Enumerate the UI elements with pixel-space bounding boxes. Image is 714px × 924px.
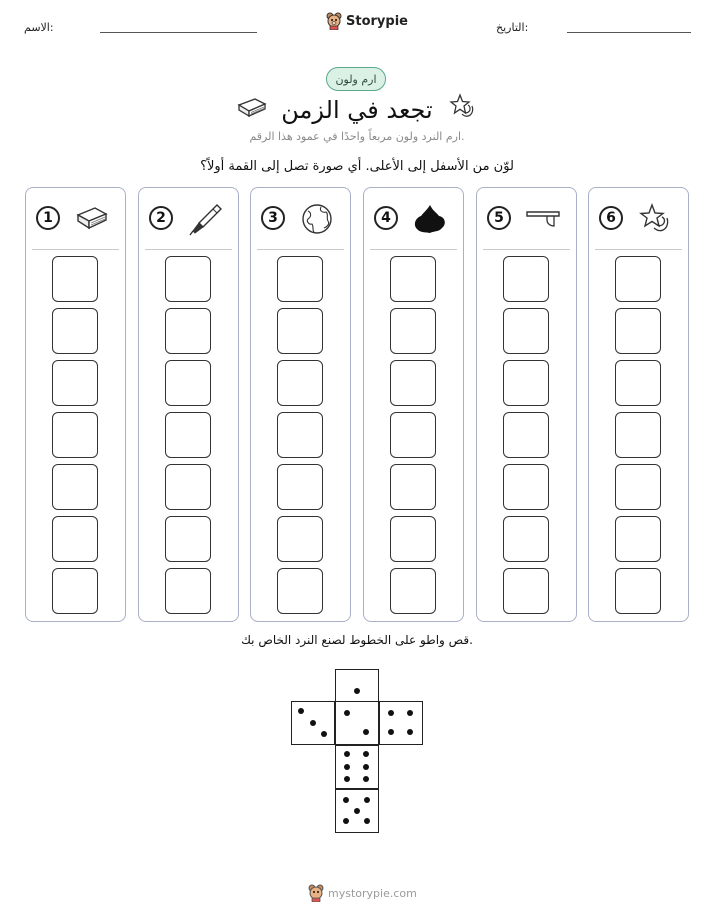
color-square[interactable]: [165, 516, 211, 562]
book-icon: [74, 202, 110, 236]
column-3: [250, 187, 351, 622]
column-divider: [483, 249, 570, 250]
color-square[interactable]: [165, 412, 211, 458]
date-line[interactable]: [567, 32, 691, 33]
dice-pip: [354, 688, 360, 694]
dice-pip: [298, 708, 304, 714]
dice-pip: [363, 751, 369, 757]
color-square[interactable]: [615, 360, 661, 406]
dice-pip: [344, 764, 350, 770]
column-number: 4: [374, 206, 398, 230]
color-square[interactable]: [52, 568, 98, 614]
page-title: تجعد في الزمن: [281, 96, 433, 124]
dice-pip: [363, 776, 369, 782]
dice-face-2: [335, 701, 379, 745]
color-square[interactable]: [390, 516, 436, 562]
color-square[interactable]: [615, 568, 661, 614]
footer: [308, 884, 417, 902]
color-square[interactable]: [165, 360, 211, 406]
color-square[interactable]: [277, 464, 323, 510]
color-square[interactable]: [277, 568, 323, 614]
dice-face-3: [291, 701, 335, 745]
dice-pip: [344, 751, 350, 757]
dice-pip: [321, 731, 327, 737]
footer-url[interactable]: mystorypie.com: [328, 886, 417, 900]
color-square[interactable]: [615, 308, 661, 354]
dice-pip: [310, 720, 316, 726]
color-square[interactable]: [615, 256, 661, 302]
dice-pip: [388, 729, 394, 735]
ink-blot-icon: [412, 202, 448, 236]
column-number: 5: [487, 206, 511, 230]
dice-pip: [407, 710, 413, 716]
color-square[interactable]: [165, 308, 211, 354]
color-square[interactable]: [165, 568, 211, 614]
color-square[interactable]: [390, 464, 436, 510]
color-square[interactable]: [615, 412, 661, 458]
color-square[interactable]: [390, 256, 436, 302]
column-divider: [595, 249, 682, 250]
column-divider: [257, 249, 344, 250]
color-square[interactable]: [52, 360, 98, 406]
dice-pip: [343, 797, 349, 803]
column-number: 2: [149, 206, 173, 230]
column-divider: [145, 249, 232, 250]
color-square[interactable]: [615, 464, 661, 510]
cut-instructions: قص واطو على الخطوط لصنع النرد الخاص بك.: [241, 633, 473, 647]
color-square[interactable]: [503, 516, 549, 562]
column-4: [363, 187, 464, 622]
column-header: [477, 188, 576, 250]
color-square[interactable]: [277, 256, 323, 302]
color-square[interactable]: [390, 412, 436, 458]
globe-icon: [299, 202, 335, 236]
name-label: الاسم:: [24, 21, 54, 34]
column-2: [138, 187, 239, 622]
dice-pip: [344, 710, 350, 716]
color-square[interactable]: [503, 308, 549, 354]
column-1: [25, 187, 126, 622]
dice-face-6: [335, 745, 379, 789]
column-header: [364, 188, 463, 250]
color-square[interactable]: [52, 516, 98, 562]
activity-pill: ارم ولون: [326, 67, 386, 91]
question-text: لوّن من الأسفل إلى الأعلى. أي صورة تصل إلى القمة أولاً؟: [200, 159, 514, 174]
color-square[interactable]: [503, 360, 549, 406]
color-square[interactable]: [390, 568, 436, 614]
dice-pip: [388, 710, 394, 716]
color-square[interactable]: [165, 256, 211, 302]
color-square[interactable]: [503, 256, 549, 302]
dice-pip: [363, 729, 369, 735]
color-square[interactable]: [52, 256, 98, 302]
color-square[interactable]: [52, 308, 98, 354]
dice-pip: [354, 808, 360, 814]
shooting-star-icon: [637, 202, 673, 236]
color-square[interactable]: [503, 464, 549, 510]
column-header: [589, 188, 688, 250]
color-square[interactable]: [615, 516, 661, 562]
color-square[interactable]: [165, 464, 211, 510]
dice-pip: [407, 729, 413, 735]
bear-mascot-icon: [326, 12, 342, 30]
brand-logo: [326, 12, 408, 30]
dice-face-5: [335, 789, 379, 833]
color-square[interactable]: [277, 308, 323, 354]
brand-name: Storypie: [346, 13, 408, 29]
column-header: [26, 188, 125, 250]
column-divider: [32, 249, 119, 250]
column-number: 3: [261, 206, 285, 230]
column-divider: [370, 249, 457, 250]
color-square[interactable]: [277, 360, 323, 406]
color-square[interactable]: [503, 568, 549, 614]
color-square[interactable]: [52, 412, 98, 458]
column-number: 6: [599, 206, 623, 230]
shelf-icon: [525, 202, 561, 236]
color-square[interactable]: [503, 412, 549, 458]
color-square[interactable]: [277, 516, 323, 562]
date-label: التاريخ:: [496, 21, 529, 34]
dice-face-4: [379, 701, 423, 745]
column-header: [251, 188, 350, 250]
color-square[interactable]: [390, 360, 436, 406]
name-line[interactable]: [100, 32, 257, 33]
column-5: [476, 187, 577, 622]
shooting-star-icon: [448, 93, 476, 121]
color-square[interactable]: [390, 308, 436, 354]
bear-mascot-icon: [308, 884, 324, 902]
fountain-pen-icon: [187, 202, 223, 236]
color-square[interactable]: [52, 464, 98, 510]
dice-pip: [363, 764, 369, 770]
column-header: [139, 188, 238, 250]
instructions-text: ارم النرد ولون مربعاً واحدًا في عمود هذا الرقم.: [249, 130, 465, 143]
column-number: 1: [36, 206, 60, 230]
dice-pip: [344, 776, 350, 782]
dice-pip: [343, 818, 349, 824]
color-square[interactable]: [277, 412, 323, 458]
dice-pip: [364, 797, 370, 803]
column-6: [588, 187, 689, 622]
dice-pip: [364, 818, 370, 824]
